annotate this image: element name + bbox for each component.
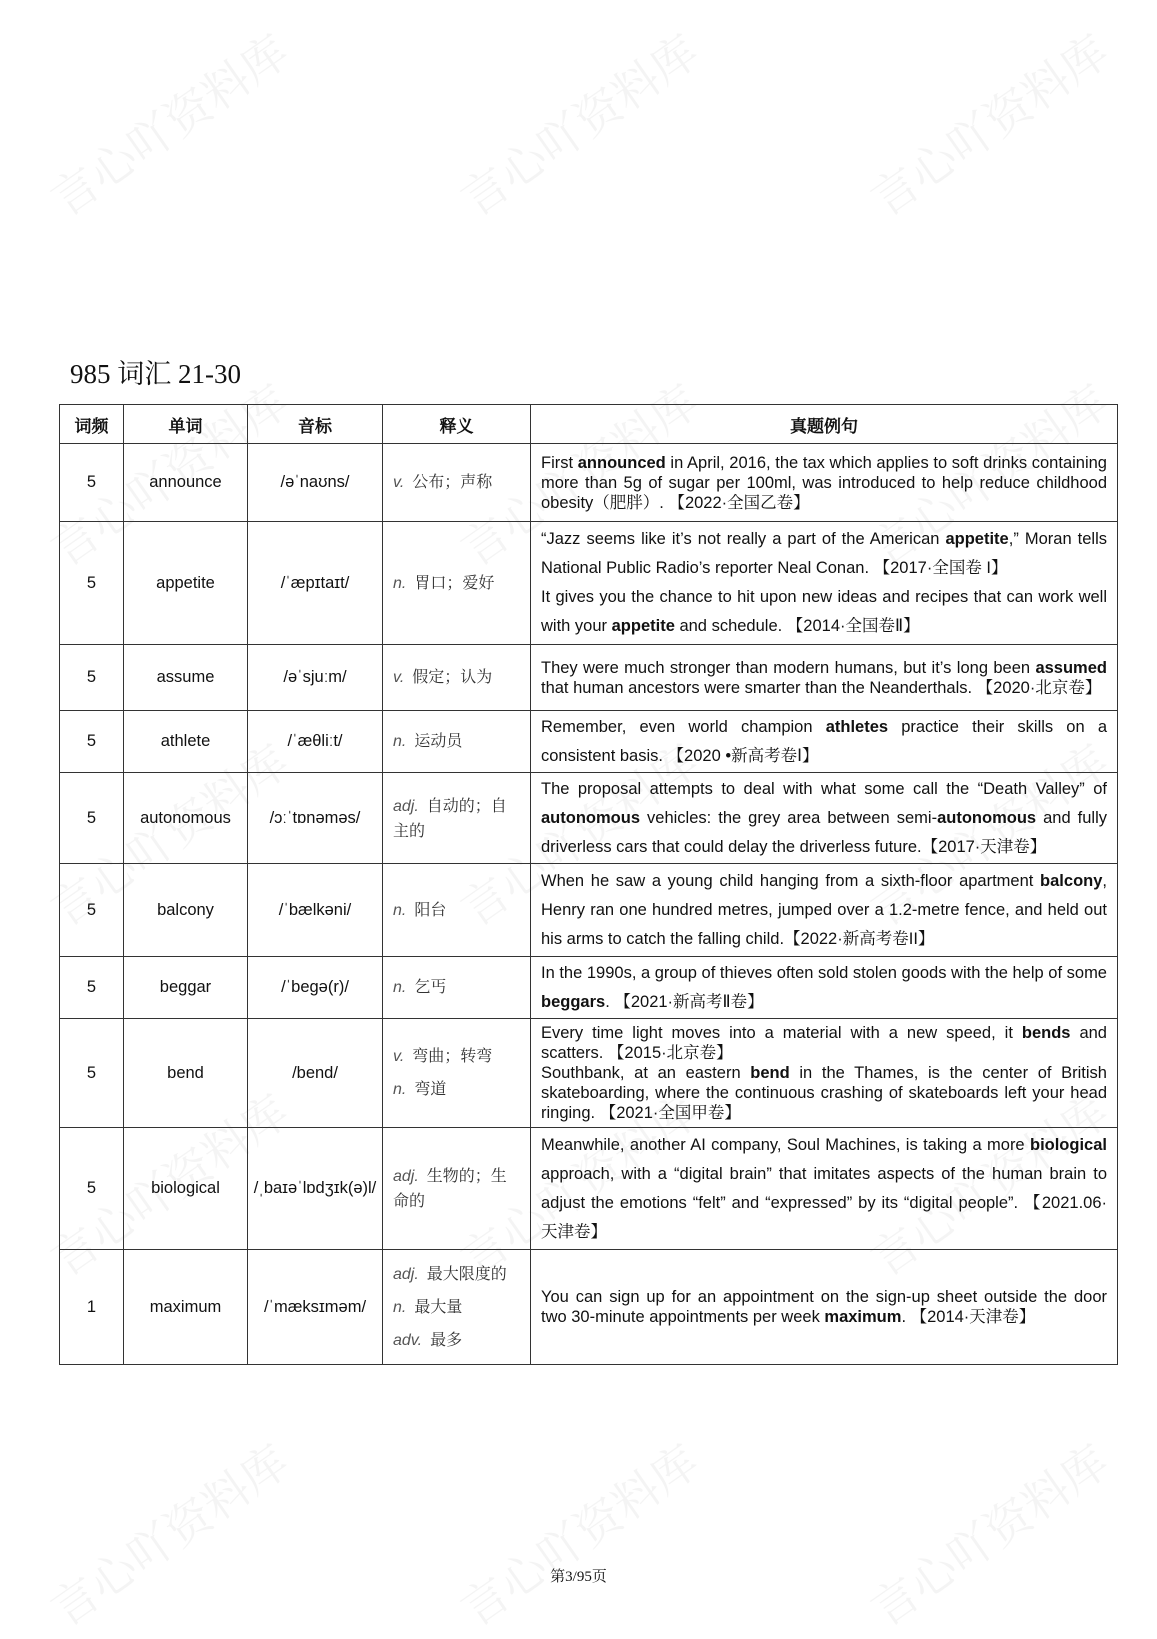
example-cell — [531, 864, 1118, 957]
table-row — [60, 773, 1118, 864]
phonetic-cell: /ˌbaɪəˈlɒdʒɪk(ə)l/ — [248, 1128, 383, 1250]
highlighted-word: bend — [750, 1064, 790, 1082]
sentence-text: ,” Moran tells National Public Radio’s reporter Neal Conan. 【2017·全国卷 I】 — [541, 530, 1107, 577]
table-row — [60, 957, 1118, 1019]
header-meaning: 释义 — [383, 405, 531, 444]
example-sentence — [541, 1131, 1107, 1247]
word-cell: bend — [124, 1019, 248, 1128]
page-title: 985 词汇 21-30 — [70, 359, 241, 389]
sentence-text: “Jazz seems like it’s not really a part of the American — [541, 530, 946, 548]
phonetic-cell: /əˈnaʊns/ — [248, 444, 383, 522]
sentence-text: in the Thames, is the center of British skateboarding, where the continuous crashing of skateboards left your head ringing. 【2021·全国甲卷】 — [541, 1064, 1107, 1122]
example-sentence — [541, 1023, 1107, 1063]
example-sentence — [541, 583, 1107, 641]
phonetic-cell: /əˈsjuːm/ — [248, 645, 383, 711]
meaning-line — [393, 1328, 522, 1353]
table-row — [60, 1019, 1118, 1128]
meaning-line — [393, 665, 522, 690]
word-cell: appetite — [124, 522, 248, 645]
table-row — [60, 645, 1118, 711]
meaning-line — [393, 470, 522, 495]
frequency-cell: 5 — [60, 957, 124, 1019]
header-frequency: 词频 — [60, 405, 124, 444]
word-cell: beggar — [124, 957, 248, 1019]
sentence-text: vehicles: the grey area between semi- — [640, 808, 938, 827]
chinese-meaning: 胃口；爱好 — [414, 572, 495, 592]
sentence-text: . 【2014·天津卷】 — [901, 1308, 1036, 1326]
part-of-speech: v. — [393, 669, 405, 686]
sentence-text: approach, with a “digital brain” that imitates aspects of the human brain to adjust the emotions “felt” and “expressed” by its “digital people”. 【2021.06·天津卷】 — [541, 1164, 1107, 1241]
watermark-text — [446, 1427, 710, 1639]
chinese-meaning: 阳台 — [414, 899, 447, 919]
meaning-cell — [383, 645, 531, 711]
word-cell: assume — [124, 645, 248, 711]
watermark-text — [36, 17, 300, 229]
part-of-speech: adj. — [393, 1265, 419, 1283]
frequency-cell: 5 — [60, 1128, 124, 1250]
example-cell — [531, 1250, 1118, 1365]
example-cell — [531, 1128, 1118, 1250]
sentence-text: , Henry ran one hundred metres, jumped over a 1.2-metre fence, and held out his arms to catch the falling child.【2022·新高考卷II】 — [541, 871, 1107, 948]
chinese-meaning: 公布；声称 — [412, 472, 493, 491]
meaning-line — [393, 1077, 522, 1102]
frequency-cell: 5 — [60, 444, 124, 522]
part-of-speech: adj. — [393, 797, 419, 815]
word-cell: autonomous — [124, 773, 248, 864]
part-of-speech: n. — [393, 901, 407, 919]
example-cell — [531, 444, 1118, 522]
highlighted-word: appetite — [611, 617, 675, 635]
phonetic-cell: /ˈæθliːt/ — [248, 711, 383, 773]
example-sentence — [541, 453, 1107, 513]
part-of-speech: n. — [393, 979, 407, 996]
sentence-text: When he saw a young child hanging from a sixth-floor apartment — [541, 871, 1041, 890]
highlighted-word: biological — [1029, 1135, 1107, 1154]
meaning-line — [393, 975, 522, 1000]
highlighted-word: balcony — [1040, 871, 1103, 890]
vocabulary-table — [59, 404, 1118, 1365]
sentence-text: and schedule. 【2014·全国卷Ⅱ】 — [674, 617, 920, 635]
example-sentence — [541, 959, 1107, 1017]
part-of-speech: v. — [393, 1048, 405, 1065]
highlighted-word: beggars — [541, 992, 606, 1011]
sentence-text: Southbank, at an eastern — [541, 1064, 751, 1082]
sentence-text: First — [541, 453, 578, 472]
example-sentence — [541, 867, 1107, 954]
phonetic-cell: /ɔːˈtɒnəməs/ — [248, 773, 383, 864]
table-row — [60, 711, 1118, 773]
chinese-meaning: 弯道 — [414, 1079, 447, 1098]
meaning-cell — [383, 957, 531, 1019]
header-example: 真题例句 — [531, 405, 1118, 444]
chinese-meaning: 假定；认为 — [412, 667, 493, 686]
header-phonetic: 音标 — [248, 405, 383, 444]
sentence-text: . 【2021·新高考Ⅱ卷】 — [605, 992, 764, 1011]
sentence-text: Every time light moves into a material with a new speed, it — [541, 1024, 1022, 1042]
frequency-cell: 5 — [60, 864, 124, 957]
meaning-cell — [383, 1128, 531, 1250]
highlighted-word: assumed — [1035, 658, 1107, 677]
word-cell: biological — [124, 1128, 248, 1250]
meaning-line — [393, 1262, 522, 1287]
example-sentence — [541, 1063, 1107, 1123]
header-word: 单词 — [124, 405, 248, 444]
meaning-line — [393, 729, 522, 754]
watermark-text — [856, 17, 1120, 229]
example-cell — [531, 645, 1118, 711]
highlighted-word: bends — [1021, 1024, 1071, 1042]
frequency-cell: 5 — [60, 711, 124, 773]
meaning-line — [393, 1164, 522, 1213]
frequency-cell: 5 — [60, 645, 124, 711]
sentence-text: Meanwhile, another AI company, Soul Machines, is taking a more — [541, 1135, 1030, 1154]
sentence-text: and scatters. 【2015·北京卷】 — [541, 1024, 1107, 1062]
phonetic-cell: /ˈmæksɪməm/ — [248, 1250, 383, 1365]
example-cell — [531, 957, 1118, 1019]
example-cell — [531, 522, 1118, 645]
table-row — [60, 1128, 1118, 1250]
part-of-speech: n. — [393, 733, 407, 750]
highlighted-word: athletes — [825, 717, 889, 736]
word-cell: balcony — [124, 864, 248, 957]
meaning-cell — [383, 444, 531, 522]
chinese-meaning: 最大量 — [414, 1296, 463, 1316]
chinese-meaning: 自动的；自主的 — [393, 795, 507, 840]
frequency-cell: 5 — [60, 1019, 124, 1128]
meaning-line — [393, 1295, 522, 1320]
example-sentence — [541, 525, 1107, 583]
chinese-meaning: 生物的；生命的 — [393, 1166, 507, 1210]
table-row — [60, 864, 1118, 957]
watermark-text — [36, 1427, 300, 1639]
meaning-line — [393, 1044, 522, 1069]
phonetic-cell: /ˈæpɪtaɪt/ — [248, 522, 383, 645]
part-of-speech: adv. — [393, 1331, 423, 1349]
part-of-speech: adj. — [393, 1168, 419, 1185]
chinese-meaning: 乞丐 — [414, 977, 447, 996]
chinese-meaning: 最大限度的 — [426, 1263, 507, 1283]
watermark-text — [446, 17, 710, 229]
highlighted-word: appetite — [945, 530, 1009, 548]
sentence-text: and fully driverless cars that could delay the driverless future.【2017·天津卷】 — [541, 808, 1107, 856]
highlighted-word: autonomous — [937, 808, 1037, 827]
page-number: 第3/95页 — [550, 1569, 607, 1585]
part-of-speech: n. — [393, 574, 407, 592]
highlighted-word: announced — [577, 453, 666, 472]
sentence-text: They were much stronger than modern humans, but it’s long been — [541, 658, 1036, 677]
sentence-text: in April, 2016, the tax which applies to soft drinks containing more than 5g of sugar per 100ml, was introduced to help reduce childhood obesity（肥胖）. 【2022·全国乙卷】 — [541, 453, 1107, 512]
meaning-line — [393, 898, 522, 923]
phonetic-cell: /ˈbegə(r)/ — [248, 957, 383, 1019]
example-cell — [531, 773, 1118, 864]
phonetic-cell: /bend/ — [248, 1019, 383, 1128]
sentence-text: It gives you the chance to hit upon new ideas and recipes that can work well with your — [541, 588, 1107, 635]
part-of-speech: n. — [393, 1081, 407, 1098]
sentence-text: practice their skills on a consistent basis. 【2020 •新高考卷Ⅰ】 — [541, 717, 1107, 765]
meaning-cell — [383, 1250, 531, 1365]
table-row — [60, 444, 1118, 522]
part-of-speech: v. — [393, 474, 405, 491]
frequency-cell: 1 — [60, 1250, 124, 1365]
table-row — [60, 522, 1118, 645]
frequency-cell: 5 — [60, 773, 124, 864]
sentence-text: In the 1990s, a group of thieves often sold stolen goods with the help of some — [541, 963, 1107, 982]
example-sentence — [541, 775, 1107, 862]
part-of-speech: n. — [393, 1298, 407, 1316]
table-header-row — [60, 405, 1118, 444]
word-cell: athlete — [124, 711, 248, 773]
highlighted-word: maximum — [824, 1308, 902, 1326]
sentence-text: The proposal attempts to deal with what some call the “Death Valley” of — [541, 779, 1107, 798]
example-cell — [531, 711, 1118, 773]
sentence-text: that human ancestors were smarter than the Neanderthals. 【2020·北京卷】 — [541, 678, 1102, 697]
frequency-cell: 5 — [60, 522, 124, 645]
sentence-text: Remember, even world champion — [541, 717, 826, 736]
chinese-meaning: 运动员 — [414, 731, 463, 750]
meaning-cell — [383, 864, 531, 957]
meaning-cell — [383, 711, 531, 773]
word-cell: announce — [124, 444, 248, 522]
chinese-meaning: 最多 — [430, 1329, 463, 1349]
chinese-meaning: 弯曲；转弯 — [412, 1046, 493, 1065]
meaning-cell — [383, 1019, 531, 1128]
example-cell — [531, 1019, 1118, 1128]
example-sentence — [541, 713, 1107, 771]
table-row — [60, 1250, 1118, 1365]
example-sentence — [541, 1287, 1107, 1327]
example-sentence — [541, 658, 1107, 698]
sentence-text: You can sign up for an appointment on the sign-up sheet outside the door two 30-minute appointments per week — [541, 1288, 1107, 1326]
watermark-text — [856, 1427, 1120, 1639]
highlighted-word: autonomous — [541, 808, 640, 827]
word-cell: maximum — [124, 1250, 248, 1365]
meaning-cell — [383, 522, 531, 645]
meaning-line — [393, 794, 522, 843]
phonetic-cell: /ˈbælkəni/ — [248, 864, 383, 957]
meaning-line — [393, 571, 522, 596]
meaning-cell — [383, 773, 531, 864]
